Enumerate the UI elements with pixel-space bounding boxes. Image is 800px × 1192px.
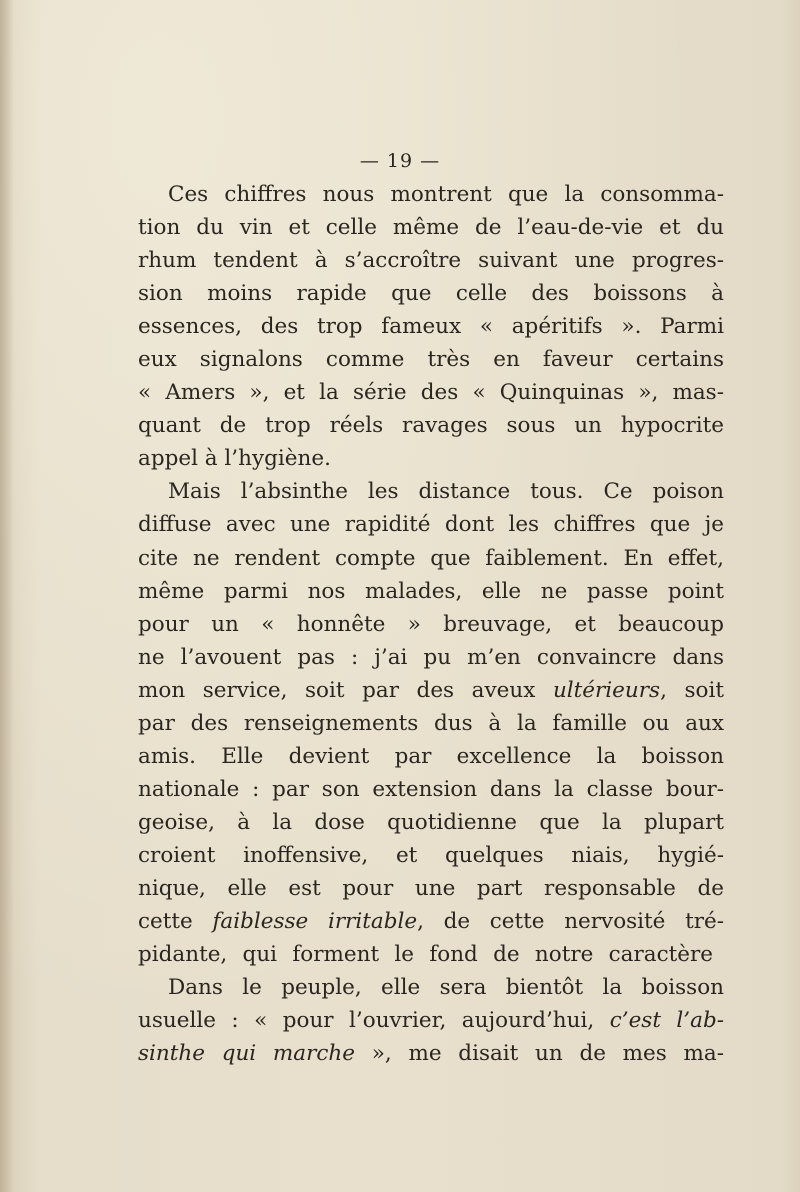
text-line: rhum tendent à s’accroître suivant une progres- xyxy=(138,248,724,274)
italic-phrase: ultérieurs xyxy=(552,677,661,703)
text-line: pour un « honnête » breuvage, et beaucoup xyxy=(138,611,724,637)
text-line-with-italic xyxy=(138,674,724,707)
text-line: cite ne rendent compte que faiblement. En effet, xyxy=(138,545,724,571)
text-segment: , de cette nervosité tré- xyxy=(417,909,724,935)
text-line: même parmi nos malades, elle ne passe point xyxy=(138,578,724,604)
italic-phrase: c’est l’ab- xyxy=(609,1008,724,1034)
italic-phrase: sinthe qui marche xyxy=(138,1041,356,1067)
text-line: « Amers », et la série des « Quinquinas », mas- xyxy=(138,380,724,406)
text-line: Dans le peuple, elle sera bientôt la boisson xyxy=(168,975,724,1001)
text-line: nationale : par son extension dans la classe bour- xyxy=(138,776,724,802)
text-line-with-italic xyxy=(138,1037,724,1070)
italic-phrase: faiblesse irritable xyxy=(212,909,418,935)
text-line: tion du vin et celle même de l’eau-de-vie et du xyxy=(138,215,724,241)
text-line: Mais l’absinthe les distance tous. Ce poison xyxy=(168,479,724,505)
text-segment: mon service, soit par des aveux xyxy=(138,677,536,703)
text-line: diffuse avec une rapidité dont les chiffres que je xyxy=(138,512,724,538)
text-line-with-italic xyxy=(138,905,724,938)
text-line: nique, elle est pour une part responsable de xyxy=(138,875,724,901)
text-line: ne l’avouent pas : j’ai pu m’en convaincre dans xyxy=(138,644,724,670)
text-line: quant de trop réels ravages sous un hypocrite xyxy=(138,413,724,439)
text-line: appel à l’hygiène. xyxy=(138,446,331,472)
text-line: par des renseignements dus à la famille ou aux xyxy=(138,710,724,736)
text-segment: », me disait un de mes ma- xyxy=(371,1041,725,1067)
text-segment: , soit xyxy=(660,677,724,703)
text-segment: usuelle : « pour l’ouvrier, aujourd’hui, xyxy=(138,1008,595,1034)
page-number: — 19 — xyxy=(359,150,441,172)
text-line: croient inoffensive, et quelques niais, hygié- xyxy=(138,842,724,868)
text-segment: cette xyxy=(138,909,193,935)
text-line: essences, des trop fameux « apéritifs ». Parmi xyxy=(138,314,724,340)
text-line: pidante, qui forment le fond de notre caractère xyxy=(138,942,713,968)
text-line: eux signalons comme très en faveur certains xyxy=(138,347,724,373)
page-edge-shadow xyxy=(0,0,14,1192)
text-line: geoise, à la dose quotidienne que la plupart xyxy=(138,809,724,835)
text-line: amis. Elle devient par excellence la boisson xyxy=(138,743,724,769)
body-text xyxy=(138,178,724,1070)
text-line: sion moins rapide que celle des boissons à xyxy=(138,281,724,307)
text-line: Ces chiffres nous montrent que la consomma- xyxy=(168,182,724,207)
text-line-with-italic xyxy=(138,1004,724,1037)
